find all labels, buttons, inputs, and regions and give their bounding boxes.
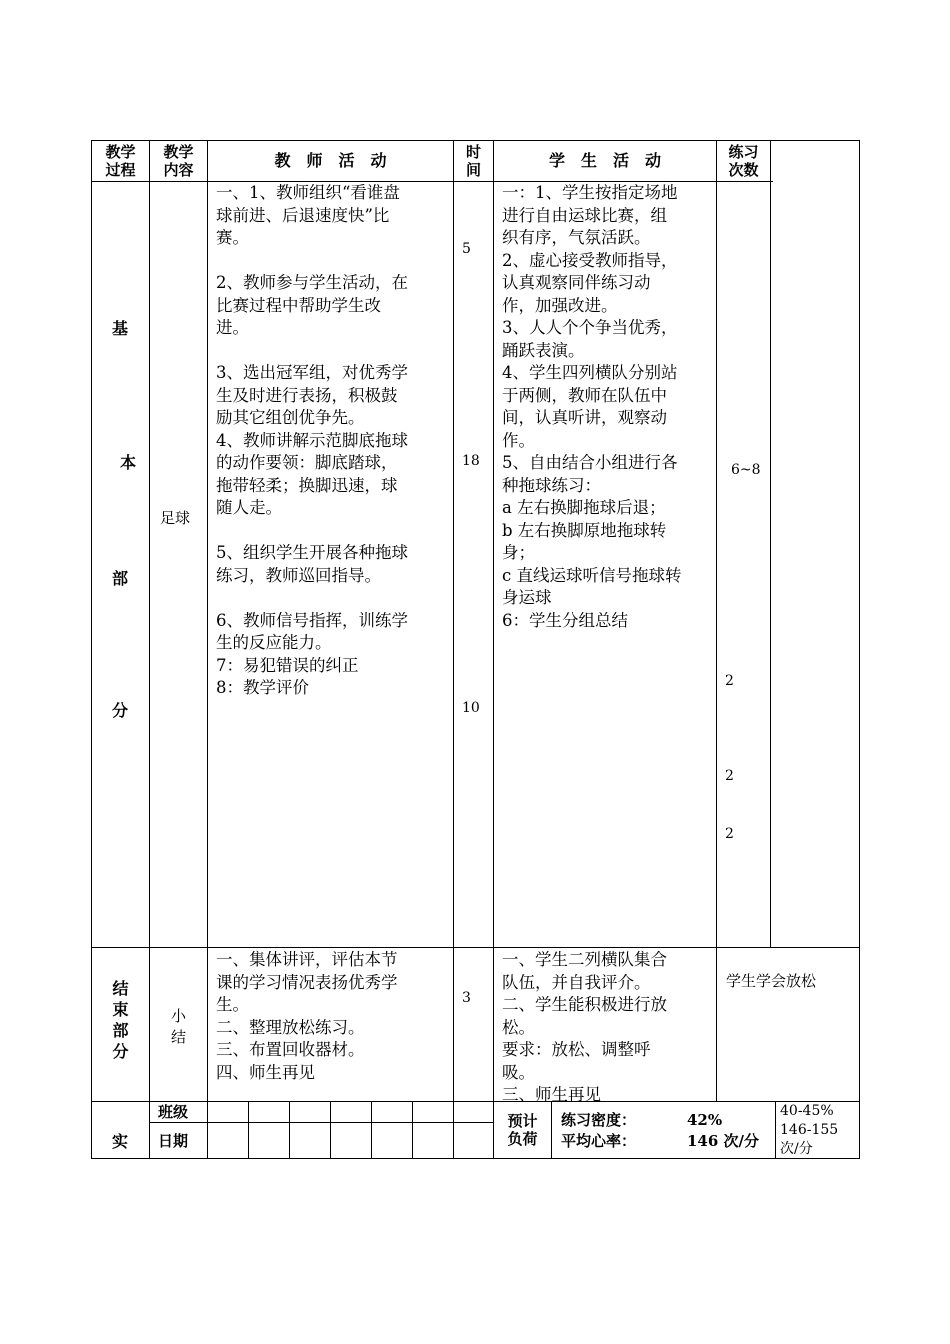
teacher-activity-line: 8：教学评价	[216, 678, 309, 697]
footer-label: 实	[112, 1132, 129, 1151]
end-time-value: 3	[462, 990, 471, 1006]
student-activity-line: 作，加强改进。	[502, 295, 618, 315]
header-time: 时 间	[465, 143, 481, 179]
student-activity-line: 吸。	[502, 1062, 535, 1082]
teacher-activity-line: 赛。	[216, 228, 249, 247]
date-label: 日期	[158, 1132, 189, 1150]
student-activity-line: 身运球	[502, 588, 552, 607]
teacher-activity-line: 三、布置回收器材。	[216, 1040, 365, 1059]
student-activity-line: 队伍，并自我评介。	[502, 972, 651, 992]
teacher-activity-line: 拖带轻柔；换脚迅速，球	[216, 475, 398, 495]
header-process: 教学 过程	[105, 143, 136, 179]
student-activity-line: a 左右换脚拖球后退；	[502, 498, 666, 517]
student-activity-line: 于两侧，教师在队伍中	[502, 385, 667, 405]
teacher-activity-line: 生的反应能力。	[216, 633, 332, 652]
density-value: 42%	[687, 1111, 723, 1129]
teacher-activity-line: 2、教师参与学生活动，在	[216, 273, 408, 292]
time-value-3: 10	[462, 700, 480, 716]
practice-count-3: 2	[725, 768, 734, 784]
teacher-activity-line: 7：易犯错误的纠正	[216, 655, 359, 675]
student-activity-line: 三、师生再见	[502, 1085, 601, 1104]
teacher-activity-line: 四、师生再见	[216, 1062, 315, 1082]
student-activity-line: 踊跃表演。	[502, 340, 585, 360]
student-activity-line: 二、学生能积极进行放	[502, 995, 667, 1014]
student-activity-line: 松。	[502, 1017, 535, 1037]
teacher-activity-line	[216, 340, 450, 363]
teacher-activity-line	[216, 587, 450, 610]
teacher-activity-line: 练习，教师巡回指导。	[216, 565, 381, 585]
student-activity-line: 种拖球练习：	[502, 475, 601, 495]
time-value-2: 18	[462, 453, 480, 469]
header-teacher-activity: 教 师 活 动	[274, 151, 387, 170]
student-activity-line: 一：1、学生按指定场地	[502, 183, 678, 202]
end-process-label: 结 束 部 分	[112, 979, 129, 1061]
practice-count-4: 2	[725, 826, 734, 842]
teacher-activity-line: 3、选出冠军组，对优秀学	[216, 363, 408, 382]
teacher-activity-line: 生及时进行表扬，积极鼓	[216, 385, 398, 405]
class-label: 班级	[158, 1103, 189, 1121]
density-label: 练习密度：	[561, 1111, 637, 1129]
student-activity-line: c 直线运球听信号拖球转	[502, 565, 682, 585]
student-activity-line: 作。	[502, 430, 535, 450]
student-activity-line: 3、人人个个争当优秀，	[502, 318, 678, 337]
process-char-fen: 分	[112, 701, 129, 720]
student-activity-line: 2、虚心接受教师指导，	[502, 250, 678, 270]
teacher-activity-line: 球前进、后退速度快”比	[216, 205, 390, 225]
student-activity-line: 5、自由结合小组进行各	[502, 453, 678, 472]
student-activity-line: 进行自由运球比赛，组	[502, 205, 667, 225]
process-char-ben: 本	[120, 453, 137, 472]
header-practice-count: 练习 次数	[728, 143, 759, 179]
process-char-bu: 部	[112, 569, 129, 588]
teacher-activity-line: 6、教师信号指挥，训练学	[216, 610, 408, 630]
time-value-1: 5	[462, 241, 471, 257]
teacher-activity-line: 的动作要领：脚底踏球，	[216, 453, 398, 472]
teacher-activity-main	[216, 182, 450, 700]
teacher-activity-line: 一、集体讲评，评估本节	[216, 950, 398, 969]
load-label: 预计 负荷	[507, 1112, 538, 1148]
footer-note: 40-45% 146-155 次/分	[780, 1103, 839, 1157]
teacher-activity-line: 5、组织学生开展各种拖球	[216, 543, 408, 562]
student-activity-end	[502, 949, 714, 1107]
teacher-activity-line: 进。	[216, 318, 249, 337]
end-practice-note: 学生学会放松	[726, 972, 817, 990]
teacher-activity-line: 二、整理放松练习。	[216, 1017, 365, 1037]
header-student-activity: 学 生 活 动	[548, 151, 661, 170]
teacher-activity-line: 比赛过程中帮助学生改	[216, 295, 381, 315]
heart-rate-value: 146 次/分	[687, 1132, 760, 1150]
heart-rate-label: 平均心率：	[561, 1132, 637, 1150]
teacher-activity-line: 一、1、教师组织“看谁盘	[216, 183, 400, 202]
teacher-activity-line: 课的学习情况表扬优秀学	[216, 972, 398, 992]
student-activity-line: 一、学生二列横队集合	[502, 950, 667, 969]
practice-count-1: 6~8	[731, 462, 761, 478]
student-activity-line: b 左右换脚原地拖球转	[502, 520, 667, 540]
student-activity-line: 要求：放松、调整呼	[502, 1040, 651, 1059]
student-activity-line: 间，认真听讲，观察动	[502, 408, 667, 427]
student-activity-line: 认真观察同伴练习动	[502, 273, 651, 292]
teacher-activity-line: 4、教师讲解示范脚底拖球	[216, 430, 408, 450]
end-content-summary: 小 结	[170, 1007, 186, 1046]
teacher-activity-line: 生。	[216, 995, 249, 1014]
practice-count-2: 2	[725, 673, 734, 689]
teacher-activity-line	[216, 520, 450, 543]
teacher-activity-line: 励其它组创优争先。	[216, 408, 365, 427]
student-activity-line: 6：学生分组总结	[502, 610, 628, 630]
teacher-activity-end	[216, 949, 450, 1084]
content-football: 足球	[160, 509, 191, 527]
header-content: 教学 内容	[163, 143, 194, 179]
student-activity-line: 4、学生四列横队分别站	[502, 363, 678, 382]
student-activity-line: 织有序，气氛活跃。	[502, 228, 651, 247]
student-activity-main	[502, 182, 714, 632]
student-activity-line: 身；	[502, 543, 535, 562]
teacher-activity-line: 随人走。	[216, 498, 282, 517]
process-char-ji: 基	[112, 319, 129, 338]
teacher-activity-line	[216, 250, 450, 273]
